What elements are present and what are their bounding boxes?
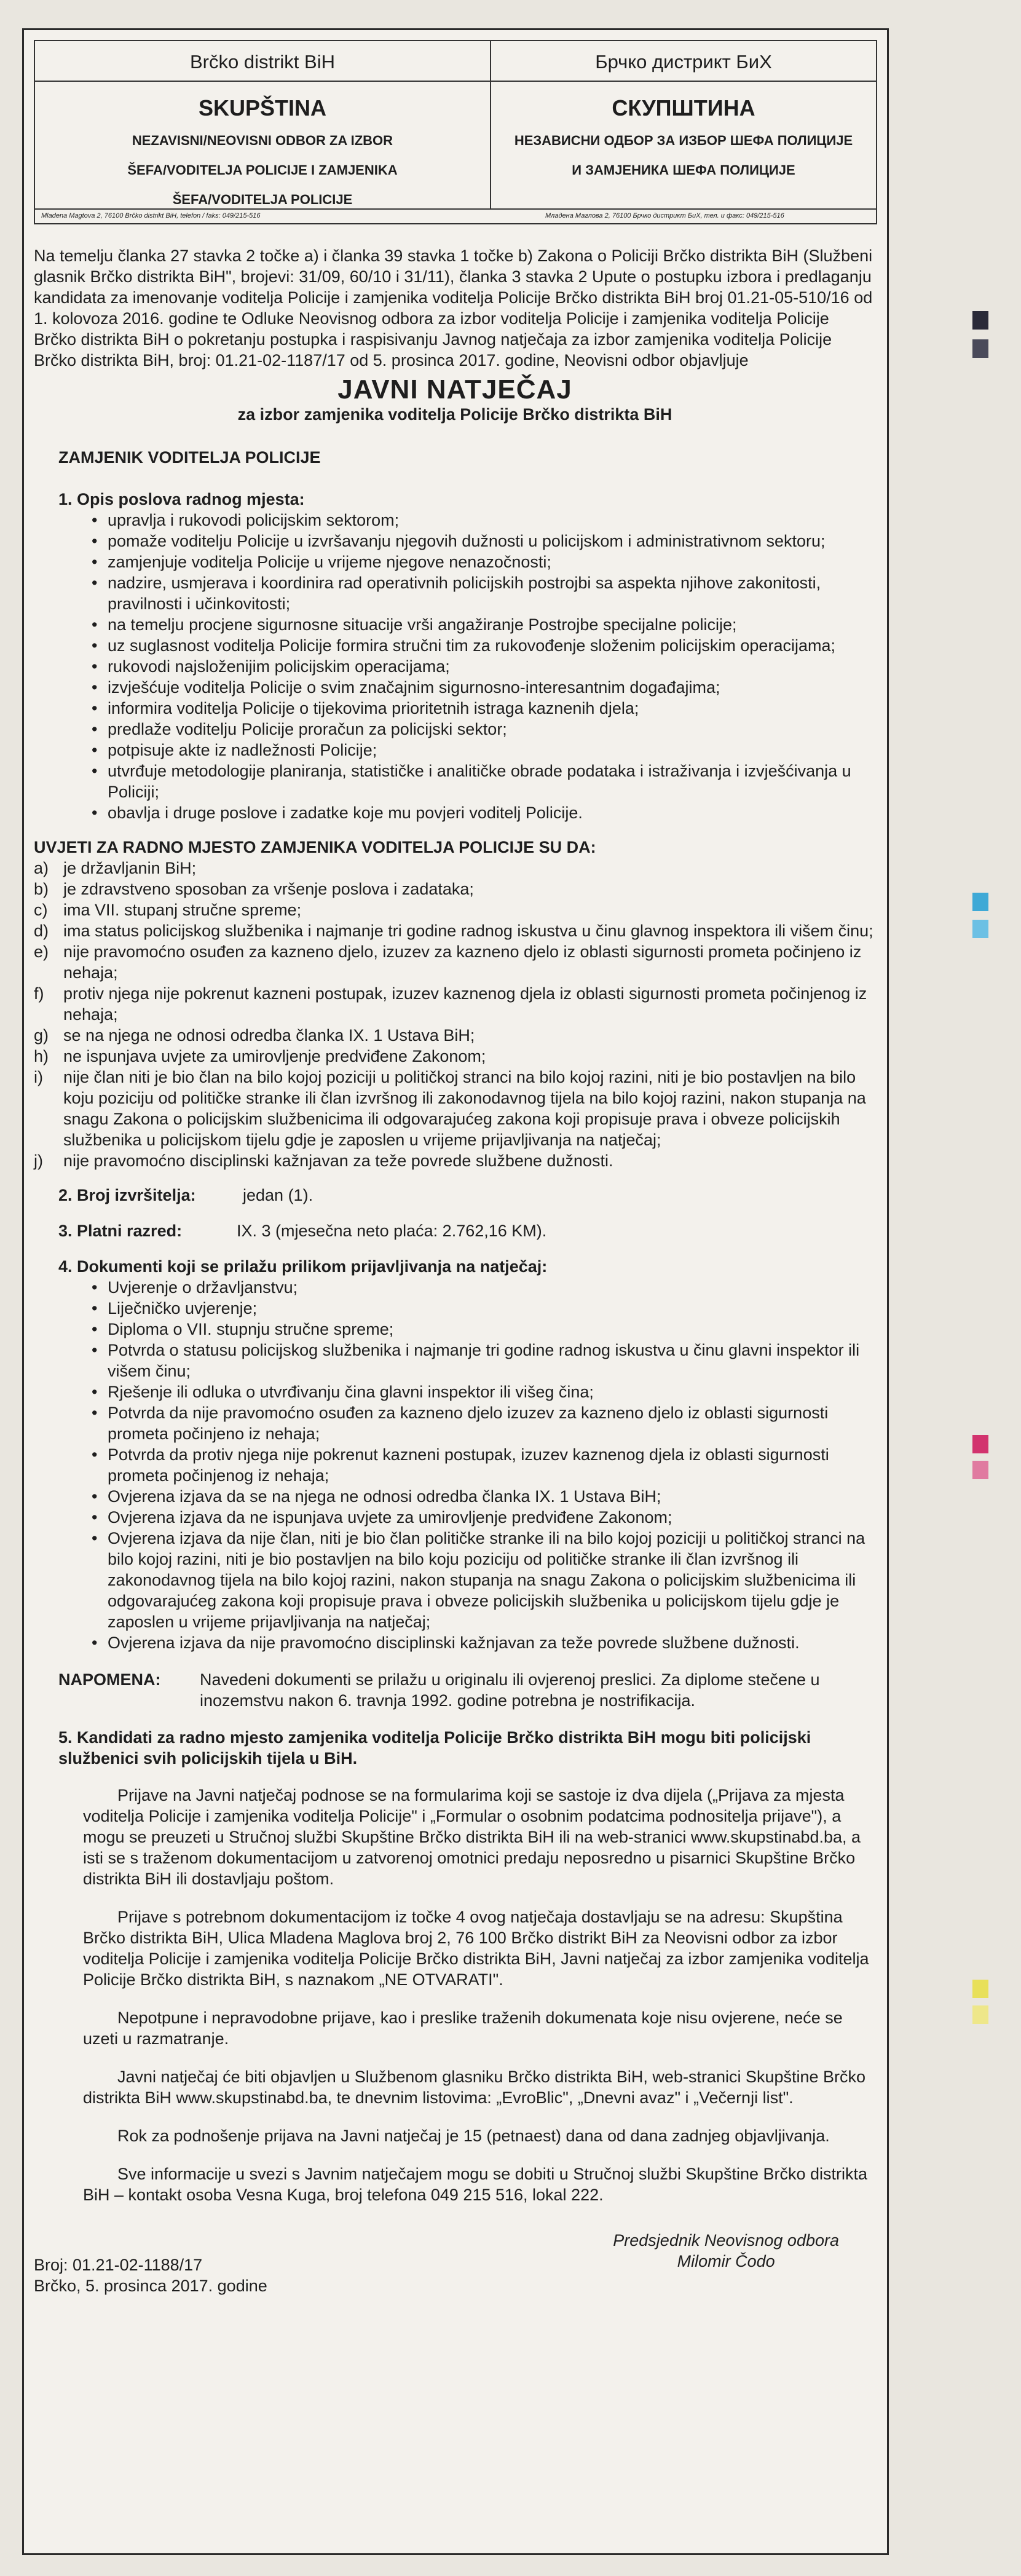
signer — [613, 2230, 839, 2272]
pay-grade-label: 3. Platni razred: — [58, 1222, 183, 1240]
list-item: • Ovjerena izjava da nije pravomoćno disciplinski kažnjavan za teže povrede službene dužnosti. — [108, 1632, 876, 1653]
documents-list — [58, 1277, 876, 1653]
note-text: Navedeni dokumenti se prilažu u originalu ili ovjerenoj preslici. Za diplome stečene u inozemstvu nakon 6. travnja 1992. godine potrebna je nostrifikacija. — [200, 1670, 820, 1710]
list-item: • pomaže voditelju Policije u izvršavanju njegovih dužnosti u policijskom i administrativnom sektoru; — [108, 531, 876, 551]
item-text: je zdravstveno sposoban za vršenje poslova i zadataka; — [63, 880, 474, 898]
pay-grade-value: IX. 3 (mjesečna neto plaća: 2.762,16 KM). — [237, 1222, 547, 1240]
item-letter: j) — [34, 1152, 43, 1170]
note — [58, 1669, 876, 1711]
reference-block — [34, 2254, 267, 2296]
executors-label: 2. Broj izvršitelja: — [58, 1186, 196, 1204]
list-item: • Uvjerenje o državljanstvu; — [108, 1277, 876, 1298]
board-name-latin — [35, 121, 490, 215]
announcement-title: JAVNI NATJEČAJ — [337, 374, 572, 405]
conditions-list — [34, 858, 876, 1171]
item-text: je državljanin BiH; — [63, 859, 197, 877]
item-letter: d) — [34, 922, 49, 940]
paragraph: Nepotpune i nepravodobne prijave, kao i preslike traženih dokumenata koje nisu ovjerene, neće se uzeti u razmatranje. — [83, 2009, 843, 2048]
intro-paragraph: Na temelju članka 27 stavka 2 točke a) i članka 39 stavka 1 točke b) Zakona o Policiji Brčko distrikta BiH (Službeni glasnik Brčko distrikta BiH", brojevi: 31/09, 60/10 i 31/11), članka 3 stavka 2 Upute o postupku izbora i predlaganju kandidata za imenovanje voditelja Policije i zamjenika voditelja Policije Brčko distrikta BiH broj 01.21-05-510/16 od 1. kolovoza 2016. godine te Odluke Neovisnog odbora za izbor voditelja Policije i zamjenika voditelja Policije Brčko distrikta BiH o pokretanju postupka i raspisivanju Javnog natječaja za izbor zamjenika voditelja Policije Brčko distrikta BiH, broj: 01.21-02-1187/17 od 5. prosinca 2017. godine, Neovisni odbor objavljuje — [34, 247, 873, 369]
paragraph: Javni natječaj će biti objavljen u Službenom glasniku Brčko distrikta BiH, web-stranici Skupštine Brčko distrikta BiH www.skupstinabd.ba, te dnevnim listovima: „EvroBlic", „Dnevni avaz" i „Večernji list". — [83, 2068, 866, 2107]
duties-list — [58, 510, 876, 823]
executors-value: jedan (1). — [243, 1186, 313, 1204]
item-text: ima status policijskog službenika i najmanje tri godine radnog iskustva u činu glavnog inspektora ili višem činu; — [63, 922, 873, 940]
list-item: • Ovjerena izjava da se na njega ne odnosi odredba članka IX. 1 Ustava BiH; — [108, 1486, 876, 1507]
list-item: • uz suglasnost voditelja Policije formira stručni tim za rukovođenje složenim policijskim operacijama; — [108, 635, 876, 656]
print-mark-dark — [972, 339, 988, 358]
list-item: • Liječničko uvjerenje; — [108, 1298, 876, 1319]
list-item: • rukovodi najsloženijim policijskim operacijama; — [108, 656, 876, 677]
list-item: • upravlja i rukovodi policijskim sektorom; — [108, 510, 876, 531]
signer-name: Milomir Čodo — [677, 2252, 775, 2270]
item-letter: b) — [34, 880, 49, 898]
board-name-cyrillic — [490, 121, 877, 185]
list-item — [34, 941, 876, 983]
list-item: • Rješenje ili odluka o utvrđivanju čina glavni inspektor ili višeg čina; — [108, 1381, 876, 1402]
list-item — [34, 1150, 876, 1171]
paragraph: Prijave na Javni natječaj podnose se na formularima koji se sastoje iz dva dijela („Prijava za mjesta voditelja Policije i zamjenika voditelja Policije" i „Formular o osobnim podatcima podnositelja prijave"), a mogu se preuzeti u Stručnoj službi Skupštine Brčko distrikta BiH ili na web-stranici www.skupstinabd.ba, a isti se s traženom dokumentacijom u zatvorenoj omotnici predaju neposredno u pisarnici Skupštine Brčko distrikta BiH ili dostavljaju poštom. — [83, 1786, 861, 1888]
section-heading: 1. Opis poslova radnog mjesta: — [58, 490, 305, 508]
list-item — [34, 1046, 876, 1067]
item-letter: g) — [34, 1026, 49, 1045]
board-name-latin-line-1: NEZAVISNI/NEOVISNI ODBOR ZA IZBOR — [132, 133, 393, 148]
print-mark-yellow — [972, 1980, 988, 1998]
item-letter: a) — [34, 859, 49, 877]
list-item: • Potvrda da protiv njega nije pokrenut kazneni postupak, izuzev kaznenog djela iz oblasti sigurnosti prometa počinjenog iz nehaja; — [108, 1444, 876, 1486]
list-item: • nadzire, usmjerava i koordinira rad operativnih policijskih postrojbi sa aspekta njihove zakonitosti, pravilnosti i učinkovitosti; — [108, 572, 876, 614]
conditions-section — [34, 837, 876, 1171]
section-heading: 4. Dokumenti koji se prilažu prilikom prijavljivanja na natječaj: — [58, 1257, 548, 1276]
paragraph: Rok za podnošenje prijava na Javni natječaj je 15 (petnaest) dana od dana zadnjeg objavljivanja. — [117, 2127, 830, 2145]
list-item: • utvrđuje metodologije planiranja, statističke i analitičke obrade podataka i istraživanja i izvješćivanja u Policiji; — [108, 761, 876, 802]
item-letter: i) — [34, 1068, 43, 1086]
position-title: ZAMJENIK VODITELJA POLICIJE — [58, 448, 321, 467]
item-letter: h) — [34, 1047, 49, 1065]
district-name-latin: Brčko distrikt BiH — [35, 41, 490, 82]
print-mark-magenta — [972, 1461, 988, 1479]
list-item: • informira voditelja Policije o tijekovima prioritetnih istraga kaznenih djela; — [108, 698, 876, 719]
list-item: • izvješćuje voditelja Policije o svim značajnim sigurnosno-interesantnim događajima; — [108, 677, 876, 698]
list-item: • zamjenjuje voditelja Policije u vrijeme njegove nenazočnosti; — [108, 551, 876, 572]
list-item — [34, 1025, 876, 1046]
announcement-body — [34, 245, 876, 2304]
paragraph: Prijave s potrebnom dokumentacijom iz točke 4 ovog natječaja dostavljaju se na adresu: Skupština Brčko distrikta BiH, Ulica Mladena Maglova broj 2, 76 100 Brčko distrikt BiH za Neovisni odbor za izbor voditelja Policije i zamjenika voditelja Policije Brčko distrikta BiH, Javni natječaj za izbor zamjenika voditelja Policije Brčko distrikta BiH, s naznakom „NE OTVARATI". — [83, 1908, 869, 1989]
documents-section — [58, 1256, 876, 1653]
list-item: • Diploma o VII. stupnju stručne spreme; — [108, 1319, 876, 1340]
list-item: • potpisuje akte iz nadležnosti Policije; — [108, 740, 876, 761]
section-heading: 5. Kandidati za radno mjesto zamjenika voditelja Policije Brčko distrikta BiH mogu biti policijski službenici svih policijskih tijela u BiH. — [58, 1728, 811, 1768]
board-name-latin-line-2: ŠEFA/VODITELJA POLICIJE I ZAMJENIKA — [127, 162, 398, 178]
item-text: ima VII. stupanj stručne spreme; — [63, 901, 302, 919]
print-mark-dark — [972, 311, 988, 330]
list-item: • na temelju procjene sigurnosne situacije vrši angažiranje Postrojbe specijalne policije; — [108, 614, 876, 635]
board-name-cyrillic-line-1: НЕЗАВИСНИ ОДБОР ЗА ИЗБОР ШЕФА ПОЛИЦИЈЕ — [514, 133, 853, 148]
address-strip — [35, 208, 876, 224]
list-item: • Ovjerena izjava da ne ispunjava uvjete za umirovljenje predviđene Zakonom; — [108, 1507, 876, 1528]
address-latin: Mladena Magtova 2, 76100 Brčko distrikt BiH, telefon / faks: 049/215-516 — [41, 212, 261, 219]
address-cyrillic: Младена Маглова 2, 76100 Брчко дистрикт БиХ, тел. и факс: 049/215-516 — [545, 212, 784, 219]
note-label: NAPOMENA: — [58, 1670, 161, 1689]
list-item: • obavlja i druge poslove i zadatke koje mu povjeri voditelj Policije. — [108, 802, 876, 823]
list-item — [34, 920, 876, 941]
item-letter: f) — [34, 984, 44, 1003]
announcement — [22, 28, 889, 2555]
board-name-cyrillic-line-2: И ЗАМЈЕНИКА ШЕФА ПОЛИЦИЈЕ — [572, 162, 795, 178]
item-letter: c) — [34, 901, 48, 919]
job-description-section — [58, 489, 876, 823]
list-item — [34, 1067, 876, 1150]
list-item — [34, 858, 876, 879]
institution-header — [34, 40, 877, 224]
signer-title: Predsjednik Neovisnog odbora — [613, 2231, 839, 2250]
list-item: • Ovjerena izjava da nije član, niti je bio član političke stranke ili na bilo kojoj poziciji u političkoj stranci na bilo kojoj razini, niti je bio postavljen na bilo koju poziciju od političke stranke ili član izvršnog ili zakonodavnog tijela na bilo kojoj razini, nakon stupanja na snagu Zakona o policijskim službenicima ili odgovarajućeg zakona koji propisuje prava i obveze policijskih službenika u policijskom tijelu gdje je zaposlen u vrijeme prijavljivanja na natječaj; — [108, 1528, 876, 1632]
assembly-name-latin: SKUPŠTINA — [198, 95, 327, 121]
item-text: nije pravomoćno disciplinski kažnjavan za teže povrede službene dužnosti. — [63, 1152, 613, 1170]
print-mark-magenta — [972, 1435, 988, 1453]
pay-grade — [58, 1220, 876, 1241]
list-item: • Potvrda o statusu policijskog službenika i najmanje tri godine radnog iskustva u činu glavni inspektor ili višem činu; — [108, 1340, 876, 1381]
header-cyrillic — [490, 41, 877, 208]
list-item — [34, 879, 876, 899]
board-name-latin-line-3: ŠEFA/VODITELJA POLICIJE — [172, 192, 353, 207]
item-text: nije član niti je bio član na bilo kojoj poziciji u političkoj stranci na bilo kojoj razini, niti je bio postavljen na bilo koju poziciju od političke stranke ili član izvršnog ili zakonodavnog tijela na bilo kojoj razini, nakon stupanja na snagu Zakona o policijskim službenicima ili odgovarajućeg zakona koji propisuje prava i obveze policijskih službenika u policijskom tijelu gdje je zaposlen u vrijeme prijavljivanja na natječaj; — [63, 1068, 866, 1149]
print-mark-cyan — [972, 920, 988, 938]
district-name-cyrillic: Брчко дистрикт БиХ — [490, 41, 877, 82]
paragraph: Sve informacije u svezi s Javnim natječajem mogu se dobiti u Stručnoj službi Skupštine Brčko distrikta BiH – kontakt osoba Vesna Kuga, broj telefona 049 215 516, lokal 222. — [83, 2165, 868, 2204]
list-item — [34, 899, 876, 920]
list-item — [34, 983, 876, 1025]
announcement-subtitle: za izbor zamjenika voditelja Policije Brčko distrikta BiH — [237, 405, 672, 424]
reference-date: Brčko, 5. prosinca 2017. godine — [34, 2277, 267, 2295]
print-mark-yellow — [972, 2005, 988, 2024]
signature-block — [34, 2230, 876, 2304]
list-item: • predlaže voditelju Policije proračun za policijski sektor; — [108, 719, 876, 740]
executors-count — [58, 1185, 876, 1206]
item-text: ne ispunjava uvjete za umirovljenje predviđene Zakonom; — [63, 1047, 486, 1065]
conditions-heading: UVJETI ZA RADNO MJESTO ZAMJENIKA VODITELJA POLICIJE SU DA: — [34, 838, 596, 856]
reference-number: Broj: 01.21-02-1188/17 — [34, 2256, 203, 2274]
assembly-name-cyrillic: СКУПШТИНА — [612, 95, 755, 121]
print-mark-cyan — [972, 893, 988, 911]
list-item: • Potvrda da nije pravomoćno osuđen za kazneno djelo izuzev za kazneno djelo iz oblasti sigurnosti prometa počinjeno iz nehaja; — [108, 1402, 876, 1444]
header-latin — [35, 41, 491, 208]
item-text: protiv njega nije pokrenut kazneni postupak, izuzev kaznenog djela iz oblasti sigurnosti prometa počinjenog iz nehaja; — [63, 984, 867, 1024]
item-text: se na njega ne odnosi odredba članka IX. 1 Ustava BiH; — [63, 1026, 475, 1045]
item-letter: e) — [34, 942, 49, 961]
application-section — [58, 1727, 876, 2205]
item-text: nije pravomoćno osuđen za kazneno djelo, izuzev za kazneno djelo iz oblasti sigurnosti prometa počinjeno iz nehaja; — [63, 942, 862, 982]
